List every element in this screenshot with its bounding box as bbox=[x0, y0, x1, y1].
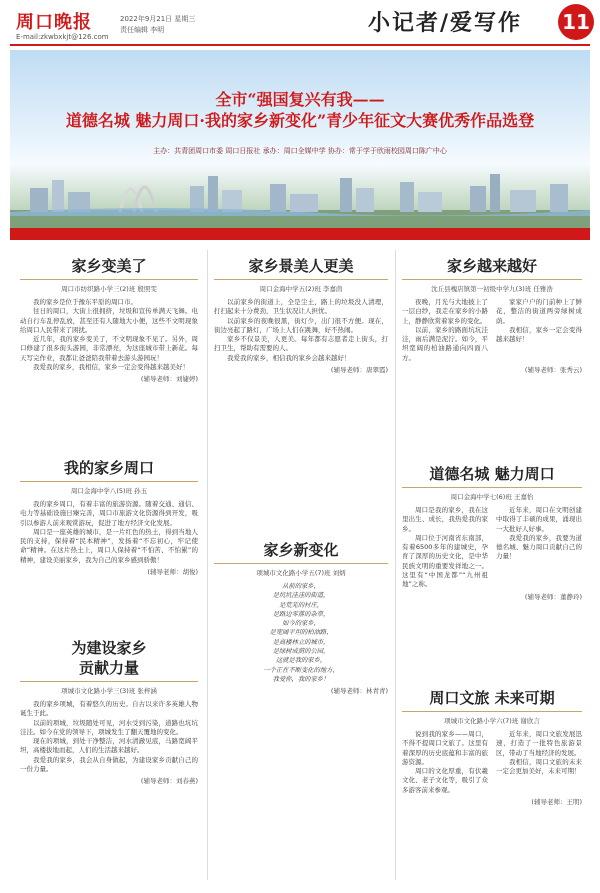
article-byline: 项城市文化路小学五(7)班 刘炳 bbox=[256, 569, 346, 577]
title-rule bbox=[20, 279, 198, 280]
article-title: 家乡变美了 bbox=[71, 257, 147, 275]
banner-line-2: 道德名城 魅力周口·我的家乡新变化”青少年征文大赛优秀作品选登 bbox=[65, 111, 535, 130]
article-title: 为建设家乡 贡献力量 bbox=[71, 639, 147, 677]
newspaper-logo: 周口晚报 bbox=[16, 12, 92, 33]
article-teacher: (辅导老师：王明) bbox=[531, 798, 582, 807]
article-title: 周口文旅 未来可期 bbox=[429, 689, 555, 707]
article-teacher: (辅导老师：胡俊) bbox=[147, 568, 198, 577]
article-teacher: (辅导老师：刘春燕) bbox=[140, 777, 198, 786]
article-title: 家乡景美人更美 bbox=[248, 257, 354, 275]
banner-organizers: 主办：共青团周口市委 周口日报社 承办：周口全媒中学 协办：常于学于欣雨校园周口陈广中心 bbox=[153, 147, 447, 155]
header-rule bbox=[10, 44, 590, 46]
title-rule bbox=[402, 279, 582, 280]
article-title: 家乡新变化 bbox=[263, 541, 339, 559]
title-rule bbox=[20, 481, 198, 482]
article-body: 夜晚，月光与大地披上了一层白纱，我走在家乡的小路上，静静欣赏着家乡的变化。 以前，家乡的路面坑坑洼洼，雨后满是泥泞。如今，平坦宽阔的柏油路通向四面八方。 家家户户的门前种上了鲜花，整洁的街道两旁绿树成荫。 我相信，家乡一定会变得越来越好！ bbox=[402, 298, 582, 362]
city-skyline-illustration bbox=[10, 158, 590, 228]
article-teacher: (辅导老师：唐翠霞) bbox=[330, 366, 388, 375]
contact-email: E-mail:zkwbxkjt@126.com bbox=[16, 33, 109, 41]
title-rule bbox=[214, 563, 388, 564]
article-byline: 周口金海中学五(2)班 李嘉茵 bbox=[259, 285, 343, 293]
column-divider bbox=[207, 250, 208, 880]
article-body: 以前家乡的街道上，全是尘土，路上的垃圾没人清理，打扫起来十分费劲，卫生状况让人担忧。 以前家乡的夜晚很黑，街灯少，出门很不方便。现在，街边亮起了路灯，广场上人们在跳舞，好不热闹。 家乡不仅景美，人更美。每年都有志愿者走上街头，打扫卫生，帮助有需要的人。 我爱我的家乡，相信我的家乡会越来越好！ bbox=[214, 298, 388, 362]
issue-editor: 责任编辑 李明 bbox=[120, 26, 165, 34]
article-byline: 沈丘县槐店镇第一初级中学九(3)班 任雅浩 bbox=[431, 285, 553, 293]
article-byline: 周口金海中学八(5)班 孙玉 bbox=[70, 487, 148, 495]
banner bbox=[10, 50, 590, 240]
article-byline: 周口金海中学七(6)班 王嘉怡 bbox=[450, 493, 534, 501]
article-body: 我的家乡周口，有着丰富的旅游资源。随着交通、通信、电力等基础设施日臻完善，周口市旅游文化资源得到开发，吸引以参游人前来观赏游玩，促进了地方经济文化发展。 周口是一座英雄的城市，是一片红色的热土，得到当地人民的支持，保持着“民本精神”，发扬着“不忘初心，牢记使命”精神。在这片热土上，周口人保持着“不怕苦、不怕累”的精神，建设美丽家乡，我为自己的家乡感到骄傲！ bbox=[20, 500, 198, 564]
page-number: 11 bbox=[558, 4, 594, 40]
banner-footer-stripe bbox=[10, 228, 590, 240]
article-poem: 从前的家乡， 是坑坑洼洼的街道， 是荒芜的村庄， 是路边零落的杂草， 如今的家乡， 是宽阔平坦的柏油路， 是高楼林立的城市， 是绿树成荫的公园， 这就是我的家乡， 一个正在不断变化的地方， 我爱你，我的家乡！ bbox=[263, 583, 339, 683]
title-rule bbox=[402, 487, 582, 488]
title-rule bbox=[214, 279, 388, 280]
banner-headline bbox=[10, 90, 590, 132]
column-title: 小记者/爱写作 bbox=[368, 10, 523, 36]
banner-line-1: 全市“强国复兴有我—— bbox=[215, 90, 385, 109]
article-body: 说到我的家乡——周口，不得不提周口文旅了。这里有着深厚的历史底蕴和丰富的旅游资源。 周口的文化厚重，有伏羲文化、老子文化等，吸引了众多游客前来参观。 近年来，周口文旅发展迅速，打造了一批特色旅游景区，带动了当地经济的发展。 我相信，周口文旅的未来一定会更加美好，未来可期！ bbox=[402, 730, 582, 794]
article-wenlv-weilai bbox=[402, 688, 582, 806]
article-wode-jiaxiang-zhoukou bbox=[20, 458, 198, 576]
article-xin-bianhua bbox=[214, 540, 388, 695]
article-title: 家乡越来越好 bbox=[446, 257, 537, 275]
article-byline: 项城市文化路小学六(7)班 谢欣言 bbox=[444, 717, 540, 725]
article-jiaxiang-bianmei bbox=[20, 256, 198, 383]
article-teacher: (辅导老师：张秀云) bbox=[524, 366, 582, 375]
article-body: 我的家乡是位于豫东平原的周口市。 往日的周口，大街上很拥挤，垃圾和宣传单满天飞舞。电动自行车乱停乱放，甚至还有人随地大小便，这些不文明现象给周口人民带来了困扰。 近几年，我的家乡变美了，不文明现象不见了。另外，周口修建了很多街头游园，非常漂亮，为这座城市带上新花。每天写完作业，我都让爸爸陪我带着去游头游园玩！ 我爱我的家乡，我相信，家乡一定会变得越来越美好！ bbox=[20, 298, 198, 372]
article-yuelaiyuehao bbox=[402, 256, 582, 374]
article-byline: 项城市文化路小学三(3)班 张梓涵 bbox=[61, 687, 157, 695]
issue-date: 2022年9月21日 星期三 bbox=[120, 15, 196, 23]
title-rule bbox=[402, 711, 582, 712]
article-daode-mingcheng bbox=[402, 464, 582, 601]
article-jingmei-renmei bbox=[214, 256, 388, 374]
article-title: 我的家乡周口 bbox=[63, 459, 154, 477]
article-body: 周口是我的家乡，我在这里出生、成长，我热爱我的家乡。 周口位于河南省东南部，有着6500多年的建城史，孕育了深厚的历史文化，是中华民族文明的重要发祥地之一。这里有“中国龙都”“九州祖地”之称。 近年来，周口在文明创建中取得了丰硕的成果，涌现出一大批好人好事。 我爱我的家乡，我要为道德名城、魅力周口贡献自己的力量！ bbox=[402, 506, 582, 589]
column-divider bbox=[395, 250, 396, 880]
article-jianshe-jiaxiang bbox=[20, 638, 198, 785]
article-title: 道德名城 魅力周口 bbox=[429, 465, 555, 483]
article-byline: 周口市纺织路小学三(2)班 殷照雯 bbox=[61, 285, 157, 293]
article-teacher: (辅导老师：刘婕婷) bbox=[140, 375, 198, 384]
issue-meta bbox=[120, 14, 195, 36]
article-teacher: (辅导老师：林青青) bbox=[330, 687, 388, 696]
article-teacher: (辅导老师：董静玲) bbox=[524, 592, 582, 601]
title-rule bbox=[20, 681, 198, 682]
article-body: 我的家乡项城，有着悠久的历史。自古以来许多英雄人物诞生于此。 以前的项城，垃圾随处可见，河水受到污染，道路也坑坑洼洼。如今在党的领导下，项城发生了翻天覆地的变化。 现在的项城，到处干净整洁，河水清澈见底，马路宽阔平坦，高楼拔地而起，人们的生活越来越好。 我爱我的家乡，我会从自身做起，为建设家乡贡献自己的一份力量。 bbox=[20, 700, 198, 774]
